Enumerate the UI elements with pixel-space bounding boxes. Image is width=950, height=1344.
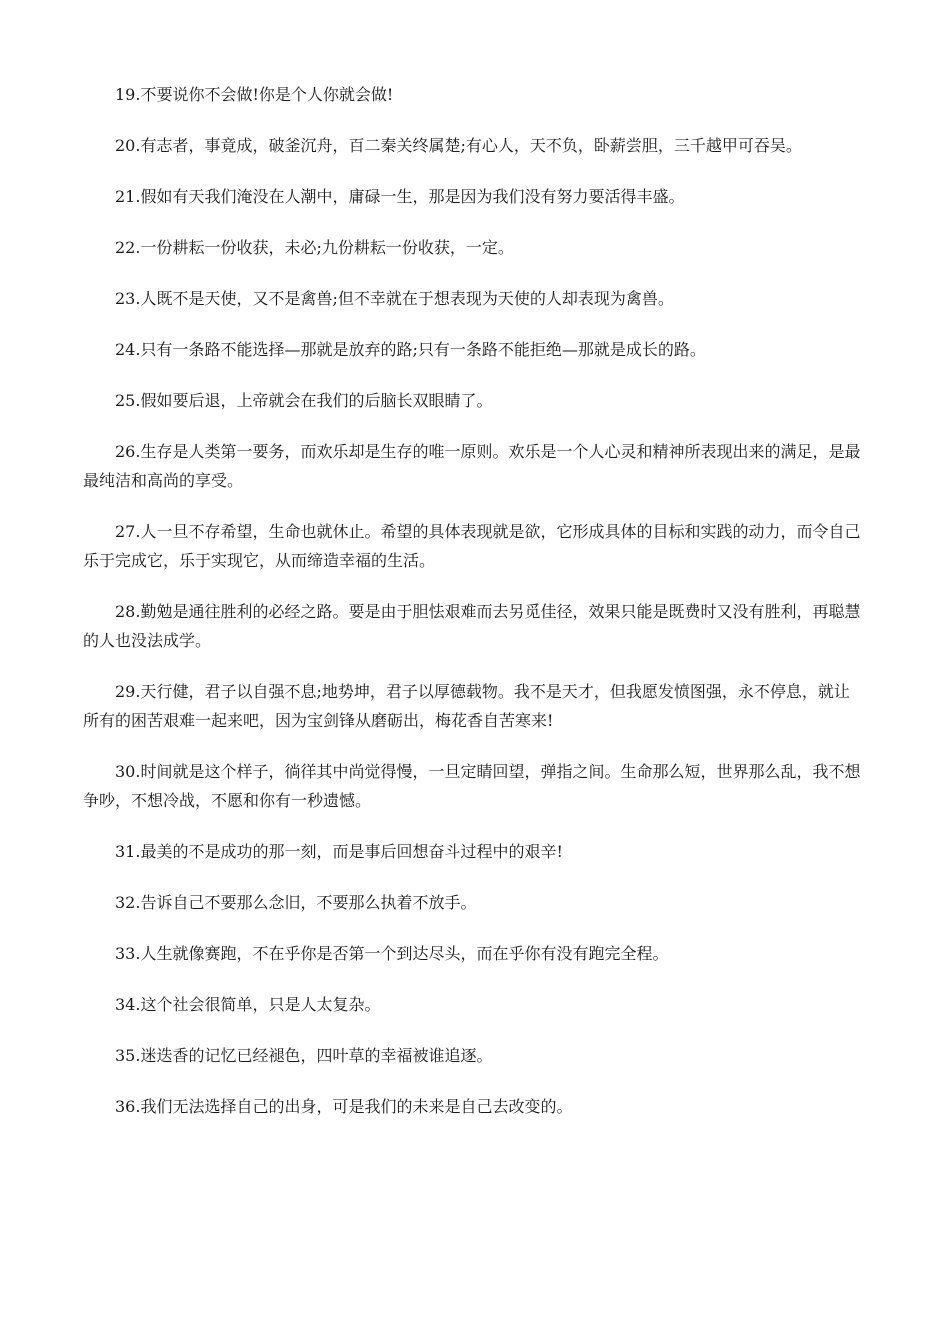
list-item: 26.生存是人类第一要务，而欢乐却是生存的唯一原则。欢乐是一个人心灵和精神所表现出来的满足，是最最纯洁和高尚的享受。 (83, 442, 861, 490)
list-item: 36.我们无法选择自己的出身，可是我们的未来是自己去改变的。 (115, 1097, 573, 1116)
list-item: 27.人一旦不存希望，生命也就休止。希望的具体表现就是欲，它形成具体的目标和实践的动力，而令自己乐于完成它，乐于实现它，从而缔造幸福的生活。 (83, 522, 861, 570)
list-item: 32.告诉自己不要那么念旧，不要那么执着不放手。 (115, 893, 477, 912)
list-item: 31.最美的不是成功的那一刻，而是事后回想奋斗过程中的艰辛! (115, 842, 563, 861)
list-item: 28.勤勉是通往胜利的必经之路。要是由于胆怯艰难而去另觅佳径，效果只能是既费时又没有胜利，再聪慧的人也没法成学。 (83, 602, 861, 650)
list-item: 25.假如要后退，上帝就会在我们的后脑长双眼睛了。 (115, 391, 493, 410)
list-item: 30.时间就是这个样子，徜徉其中尚觉得慢，一旦定睛回望，弹指之间。生命那么短，世界那么乱，我不想争吵，不想冷战，不愿和你有一秒遗憾。 (83, 762, 861, 810)
quote-list (83, 80, 865, 1143)
list-item: 23.人既不是天使，又不是禽兽;但不幸就在于想表现为天使的人却表现为禽兽。 (115, 289, 674, 308)
list-item: 21.假如有天我们淹没在人潮中，庸碌一生，那是因为我们没有努力要活得丰盛。 (115, 187, 685, 206)
list-item: 20.有志者，事竟成，破釜沉舟，百二秦关终属楚;有心人，天不负，卧薪尝胆，三千越甲可吞吴。 (115, 136, 802, 155)
list-item: 35.迷迭香的记忆已经褪色，四叶草的幸福被谁追逐。 (115, 1046, 493, 1065)
list-item: 19.不要说你不会做!你是个人你就会做! (115, 85, 394, 104)
list-item: 34.这个社会很简单，只是人太复杂。 (115, 995, 381, 1014)
list-item: 29.天行健，君子以自强不息;地势坤，君子以厚德载物。我不是天才，但我愿发愤图强，永不停息，就让所有的困苦艰难一起来吧，因为宝剑锋从磨砺出，梅花香自苦寒来! (83, 682, 850, 730)
list-item: 22.一份耕耘一份收获，未必;九份耕耘一份收获，一定。 (115, 238, 514, 257)
list-item: 24.只有一条路不能选择—那就是放弃的路;只有一条路不能拒绝—那就是成长的路。 (115, 340, 706, 359)
list-item: 33.人生就像赛跑，不在乎你是否第一个到达尽头，而在乎你有没有跑完全程。 (115, 944, 669, 963)
